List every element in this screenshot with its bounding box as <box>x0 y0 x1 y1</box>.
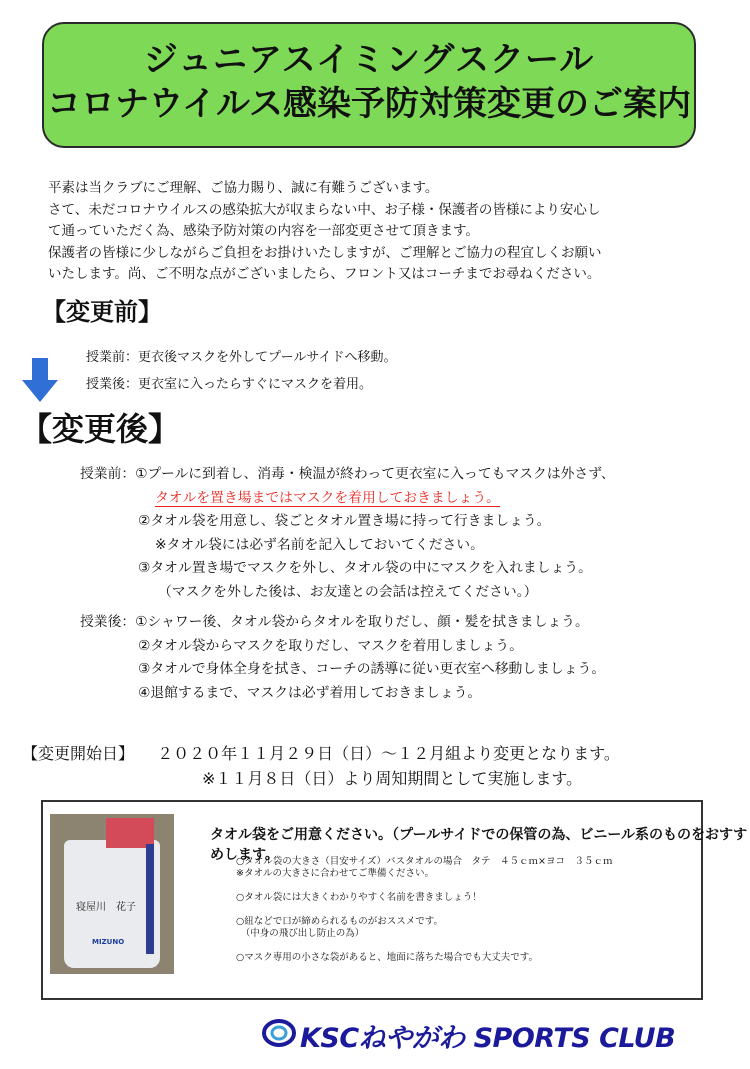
towel-box-line: ※タオルの大きさに合わせてご準備ください。 <box>236 868 434 879</box>
title-line-1: ジュニアスイミングスクール <box>143 40 595 80</box>
intro-line: 保護者の皆様に少しながらご負担をお掛けいたしますが、ご理解とご協力の程宜しくお願い <box>48 244 602 261</box>
towel-box-line: ○タオル袋の大きさ（目安サイズ）バスタオルの場合 タテ ４５ｃｍ×ヨコ ３５ｃｍ <box>236 856 613 867</box>
title-line-2: コロナウイルス感染予防対策変更のご案内 <box>47 84 691 124</box>
towel-box-line: ○タオル袋には大きくわかりやすく名前を書きましょう！ <box>236 892 482 903</box>
intro-paragraph <box>48 178 698 286</box>
before-lines <box>86 344 396 398</box>
after-post-line: ③タオルで身体全身を拭き、コーチの誘導に従い更衣室へ移動しましょう。 <box>138 661 606 677</box>
towel-bag-brand-logo: MIZUNO <box>92 938 125 946</box>
after-heading: 【変更後】 <box>20 410 181 448</box>
towel-box-lines <box>236 856 613 964</box>
intro-line: いたします。尚、ご不明な点がございましたら、フロント又はコーチまでお尋ねください。 <box>48 266 601 282</box>
after-pre-line: ※タオル袋には必ず名前を記入しておいてください。 <box>155 536 484 553</box>
club-logo-mark-icon <box>262 1018 296 1048</box>
towel-box-line: ○紐などで口が締められるものがおススメです。 <box>236 916 444 927</box>
club-logo-text: KSCねやがわ SPORTS CLUB <box>300 1023 676 1054</box>
towel-box-line: （中身の飛び出し防止の為） <box>236 928 365 939</box>
after-pre-line: 授業前：①プールに到着し、消毒・検温が終わって更衣室に入ってもマスクは外さず、 <box>80 466 615 482</box>
towel-bag-name-label: 寝屋川 花子 <box>76 902 136 913</box>
intro-line: さて、未だコロナウイルスの感染拡大が収まらない中、お子様・保護者の皆様により安心し <box>48 201 601 218</box>
club-logo <box>262 1014 732 1054</box>
before-line: 授業前：更衣後マスクを外してプールサイドへ移動。 <box>86 350 397 365</box>
towel-box-title: タオル袋をご用意ください。（プールサイドでの保管の為、ビニール系のものをおすすめします。 <box>210 827 748 863</box>
intro-line: て通っていただく為、感染予防対策の内容を一部変更させて頂きます。 <box>48 223 479 239</box>
after-post-block <box>80 611 605 705</box>
after-pre-line: ②タオル袋を用意し、袋ごとタオル置き場に持って行きましょう。 <box>138 513 551 529</box>
start-date-notice: ※１１月８日（日）より周知期間として実施します。 <box>202 769 583 788</box>
towel-bag-stripe <box>146 844 154 954</box>
intro-line: 平素は当クラブにご理解、ご協力賜り、誠に有難うございます。 <box>48 180 439 196</box>
towel-bag-photo <box>50 814 174 974</box>
after-pre-block <box>80 463 615 604</box>
start-date-block <box>22 741 620 791</box>
after-pre-highlight-wrap <box>80 487 615 511</box>
start-date-text: ２０２０年１１月２９日（日）～１２月組より変更となります。 <box>157 744 620 763</box>
after-pre-line: （マスクを外した後は、お友達との会話は控えてください。） <box>158 583 538 600</box>
towel-box-line: ○マスク専用の小さな袋があると、地面に落ちた場合でも大丈夫です。 <box>236 952 539 963</box>
after-post-line: ④退館するまで、マスクは必ず着用しておきましょう。 <box>138 684 482 701</box>
start-date-row <box>22 741 620 766</box>
after-pre-highlight: タオルを置き場まではマスクを着用しておきましょう。 <box>155 489 500 506</box>
start-date-label: 【変更開始日】 <box>22 744 135 763</box>
after-post-line: 授業後：①シャワー後、タオル袋からタオルを取りだし、顔・髪を拭きましょう。 <box>80 614 589 630</box>
title-banner <box>42 22 696 148</box>
after-pre-line: ③タオル置き場でマスクを外し、タオル袋の中にマスクを入れましょう。 <box>138 560 592 576</box>
before-heading: 【変更前】 <box>42 298 162 326</box>
down-arrow-icon <box>22 358 58 402</box>
after-post-line: ②タオル袋からマスクを取りだし、マスクを着用しましょう。 <box>138 637 523 654</box>
before-line: 授業後：更衣室に入ったらすぐにマスクを着用。 <box>86 377 373 392</box>
